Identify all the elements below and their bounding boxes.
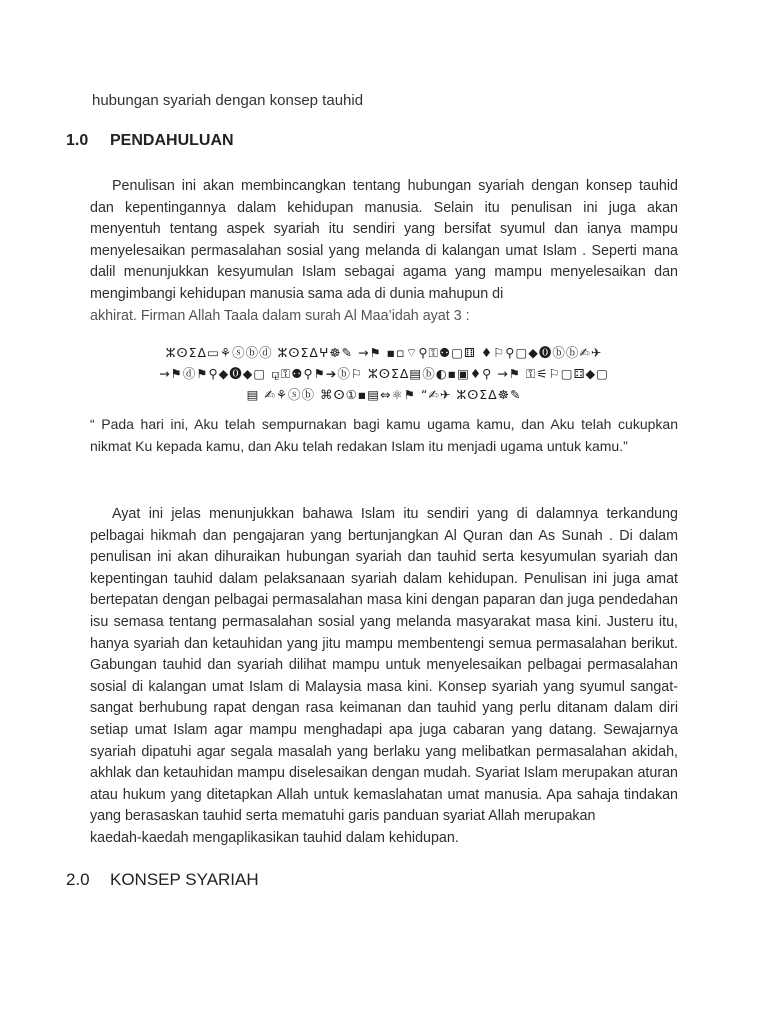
section-1-title — [66, 132, 234, 150]
intro-paragraph: Penulisan ini akan membincangkan tentang hubungan syariah dengan konsep tauhid dan kepentingannya dalam kehidupan manusia. Selain itu penulisan ini juga akan menyentuh tentang aspek syariah itu sendiri yang bersifat syumul dan ianya mampu menyelesaikan permasalahan sosial yang melanda di kalangan umat Islam . Seperti mana dalil menunjukkan kesyumulan Islam sebagai agama yang mampu menyelesaikan dan mengimbangi kehidupan manusia sama ada di dunia mahupun di — [90, 178, 678, 302]
body-paragraph: Ayat ini jelas menunjukkan bahawa Islam itu sendiri yang di dalamnya terkandung pelbagai hikmah dan pengajaran yang bertunjangkan Al Quran dan As Sunah . Di dalam penulisan ini akan dihuraikan hubungan syariah dan tauhid serta kesyumulan syariah dan kepentingan tauhid dalam pelaksanaan syariah dalam kehidupan. Penulisan ini juga amat bertepatan dengan pelbagai permasalahan masa kini dengan paparan dan juga pendedahan isu semasa tentang permasalahan sosial yang melanda masyarakat masa kini. Justeru itu, hanya syariah dan ketauhidan yang jitu mampu membentengi semua permasalahan berikut. Gabungan tauhid dan syariah dilihat mampu untuk menyelesaikan pelbagai permasalahan sosial di kalangan umat Islam di Malaysia masa kini. Konsep syariah yang syumul sangat-sangat berhubung rapat dengan rasa keimanan dan tauhid yang perlu ditanam dalam diri setiap umat Islam agar mampu menghadapi apa juga cabaran yang datang. Sewajarnya syariah dipatuhi agar segala masalah yang berlaku yang melibatkan permasalahan akidah, akhlak dan ketauhidan mampu diselesaikan dengan mudah. Syariat Islam merupakan aturan atau hukum yang ditetapkan Allah untuk kemaslahatan umat manusia. Apa sahaja tindakan yang berasaskan tauhid serta mematuhi garis panduan syariat Allah merupakan — [90, 506, 678, 825]
verse-translation: “ Pada hari ini, Aku telah sempurnakan bagi kamu ugama kamu, dan Aku telah cukupkan nikmat Ku kepada kamu, dan Aku telah redakan Islam itu menjadi ugama untuk kamu.” — [90, 416, 678, 454]
section-2-title — [66, 870, 259, 890]
section-1-number: 1.0 — [66, 132, 89, 149]
verse-line-2: →⚑ⓓ⚑⚲◆⓿◆▢ ⚼⚿⚉⚲⚑➔ⓑ⚐ ⵣⵙⵉⵠ▤ⓑ◐▪▣♦⚲ →⚑ ⚿⚟⚐▢⚃◆▢ — [159, 366, 609, 381]
document-heading: hubungan syariah dengan konsep tauhid — [92, 92, 364, 109]
section-2-label: KONSEP SYARIAH — [110, 870, 259, 889]
section-1-label: PENDAHULUAN — [110, 132, 234, 149]
quran-verse-symbols — [90, 342, 678, 405]
body-paragraph-block — [90, 504, 678, 850]
verse-line-1: ⵣⵙⵉⵠ▭⚘ⓢⓑⓓ ⵣⵙⵉⵠⵖ☸✎ →⚑ ▪▫⌔⚲⚿⚉▢⚅ ♦⚐⚲▢◆⓿ⓑⓑ✍✈ — [165, 345, 603, 360]
intro-last-line: akhirat. Firman Allah Taala dalam surah Al Maa’idah ayat 3 : — [90, 307, 470, 324]
body-last-line: kaedah-kaedah mengaplikasikan tauhid dalam kehidupan. — [90, 829, 459, 846]
section-2-number: 2.0 — [66, 870, 90, 889]
verse-line-3: ▤ ✍⚘ⓢⓑ ⌘ⵙ①▪▤⇔⚛⚑ “✍✈ ⵣⵙⵉⵠ☸✎ — [246, 387, 522, 402]
intro-paragraph-block — [90, 176, 678, 327]
